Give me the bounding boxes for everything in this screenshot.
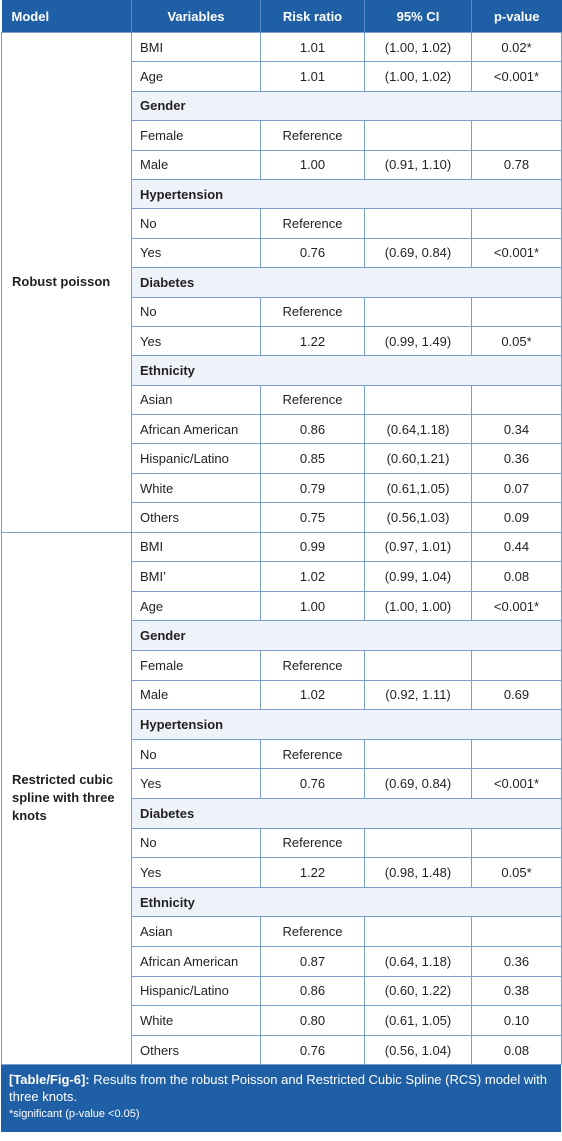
ci-cell <box>365 739 472 769</box>
ci-cell: (0.60, 1.22) <box>365 976 472 1006</box>
ci-cell: (0.98, 1.48) <box>365 858 472 888</box>
group-fill-cell <box>365 710 472 740</box>
group-fill-cell <box>261 621 365 651</box>
group-fill-cell <box>365 91 472 120</box>
variable-cell: No <box>132 828 261 858</box>
group-fill-cell <box>261 91 365 120</box>
risk-ratio-cell: 0.79 <box>261 473 365 502</box>
risk-ratio-cell: 0.85 <box>261 444 365 473</box>
variable-cell: Asian <box>132 385 261 414</box>
p-value-cell: 0.05* <box>472 858 562 888</box>
group-label: Ethnicity <box>132 356 261 385</box>
risk-ratio-cell: 1.22 <box>261 858 365 888</box>
variable-cell: Others <box>132 503 261 532</box>
group-label: Gender <box>132 621 261 651</box>
p-value-cell: 0.38 <box>472 976 562 1006</box>
group-label: Hypertension <box>132 710 261 740</box>
caption-text: Results from the robust Poisson and Restricted Cubic Spline (RCS) model with three knots. <box>9 1072 547 1105</box>
variable-cell: White <box>132 1006 261 1036</box>
p-value-cell <box>472 828 562 858</box>
p-value-cell: 0.10 <box>472 1006 562 1036</box>
ci-cell: (1.00, 1.02) <box>365 62 472 91</box>
risk-ratio-cell: 0.76 <box>261 1035 365 1065</box>
p-value-cell <box>472 297 562 326</box>
p-value-cell: 0.09 <box>472 503 562 532</box>
p-value-cell: 0.34 <box>472 415 562 444</box>
risk-ratio-cell: Reference <box>261 739 365 769</box>
risk-ratio-cell: 0.87 <box>261 946 365 976</box>
p-value-cell <box>472 917 562 947</box>
group-fill-cell <box>365 268 472 297</box>
risk-ratio-cell: 1.01 <box>261 62 365 91</box>
risk-ratio-cell: 0.80 <box>261 1006 365 1036</box>
group-fill-cell <box>472 91 562 120</box>
p-value-cell: 0.36 <box>472 444 562 473</box>
p-value-cell: 0.07 <box>472 473 562 502</box>
risk-ratio-cell: 1.02 <box>261 680 365 710</box>
group-fill-cell <box>261 710 365 740</box>
group-fill-cell <box>261 268 365 297</box>
group-fill-cell <box>261 887 365 917</box>
p-value-cell: <0.001* <box>472 769 562 799</box>
p-value-cell: 0.69 <box>472 680 562 710</box>
header-variables: Variables <box>132 0 261 33</box>
risk-ratio-cell: Reference <box>261 651 365 681</box>
ci-cell: (0.99, 1.49) <box>365 326 472 355</box>
ci-cell <box>365 917 472 947</box>
ci-cell: (0.69, 0.84) <box>365 769 472 799</box>
model-cell: Restricted cubic spline with three knots <box>2 532 132 1065</box>
variable-cell: BMI <box>132 532 261 562</box>
ci-cell: (0.60,1.21) <box>365 444 472 473</box>
ci-cell: (0.61,1.05) <box>365 473 472 502</box>
risk-ratio-cell: 1.22 <box>261 326 365 355</box>
results-table <box>1 0 562 1065</box>
variable-cell: No <box>132 297 261 326</box>
group-label: Diabetes <box>132 798 261 828</box>
variable-cell: Yes <box>132 769 261 799</box>
ci-cell: (0.64,1.18) <box>365 415 472 444</box>
variable-cell: BMI’ <box>132 562 261 592</box>
p-value-cell <box>472 739 562 769</box>
p-value-cell: <0.001* <box>472 591 562 621</box>
ci-cell: (0.92, 1.11) <box>365 680 472 710</box>
ci-cell <box>365 385 472 414</box>
ci-cell <box>365 828 472 858</box>
risk-ratio-cell: Reference <box>261 121 365 150</box>
risk-ratio-cell: 0.76 <box>261 769 365 799</box>
variable-cell: African American <box>132 415 261 444</box>
variable-cell: BMI <box>132 33 261 62</box>
ci-cell <box>365 651 472 681</box>
p-value-cell: 0.05* <box>472 326 562 355</box>
group-fill-cell <box>472 356 562 385</box>
header-p-value: p-value <box>472 0 562 33</box>
variable-cell: Asian <box>132 917 261 947</box>
group-fill-cell <box>365 887 472 917</box>
p-value-cell: 0.08 <box>472 1035 562 1065</box>
header-risk-ratio: Risk ratio <box>261 0 365 33</box>
risk-ratio-cell: Reference <box>261 385 365 414</box>
p-value-cell <box>472 209 562 238</box>
variable-cell: Hispanic/Latino <box>132 444 261 473</box>
variable-cell: No <box>132 209 261 238</box>
group-fill-cell <box>261 356 365 385</box>
ci-cell <box>365 297 472 326</box>
variable-cell: African American <box>132 946 261 976</box>
risk-ratio-cell: Reference <box>261 828 365 858</box>
variable-cell: Male <box>132 680 261 710</box>
group-fill-cell <box>261 798 365 828</box>
variable-cell: Yes <box>132 858 261 888</box>
group-label: Ethnicity <box>132 887 261 917</box>
risk-ratio-cell: 0.86 <box>261 976 365 1006</box>
table-caption <box>1 1065 561 1132</box>
variable-cell: Age <box>132 591 261 621</box>
risk-ratio-cell: 0.75 <box>261 503 365 532</box>
p-value-cell <box>472 121 562 150</box>
header-model: Model <box>2 0 132 33</box>
variable-cell: Yes <box>132 326 261 355</box>
risk-ratio-cell: 1.01 <box>261 33 365 62</box>
risk-ratio-cell: 0.86 <box>261 415 365 444</box>
ci-cell: (1.00, 1.00) <box>365 591 472 621</box>
ci-cell: (0.91, 1.10) <box>365 150 472 179</box>
variable-cell: Male <box>132 150 261 179</box>
group-fill-cell <box>472 268 562 297</box>
ci-cell <box>365 209 472 238</box>
group-fill-cell <box>365 621 472 651</box>
table-body <box>2 33 562 1065</box>
p-value-cell: 0.02* <box>472 33 562 62</box>
group-fill-cell <box>365 798 472 828</box>
group-fill-cell <box>472 887 562 917</box>
table-row <box>2 33 562 62</box>
risk-ratio-cell: 1.00 <box>261 591 365 621</box>
variable-cell: Age <box>132 62 261 91</box>
group-fill-cell <box>261 179 365 208</box>
risk-ratio-cell: 1.02 <box>261 562 365 592</box>
group-label: Diabetes <box>132 268 261 297</box>
p-value-cell: <0.001* <box>472 238 562 267</box>
ci-cell: (1.00, 1.02) <box>365 33 472 62</box>
ci-cell: (0.99, 1.04) <box>365 562 472 592</box>
variable-cell: White <box>132 473 261 502</box>
risk-ratio-cell: Reference <box>261 209 365 238</box>
ci-cell: (0.97, 1.01) <box>365 532 472 562</box>
table-header-row <box>2 0 562 33</box>
p-value-cell <box>472 385 562 414</box>
ci-cell: (0.56, 1.04) <box>365 1035 472 1065</box>
variable-cell: Female <box>132 651 261 681</box>
p-value-cell: 0.44 <box>472 532 562 562</box>
ci-cell: (0.56,1.03) <box>365 503 472 532</box>
risk-ratio-cell: Reference <box>261 297 365 326</box>
variable-cell: Hispanic/Latino <box>132 976 261 1006</box>
p-value-cell: 0.08 <box>472 562 562 592</box>
variable-cell: Female <box>132 121 261 150</box>
group-fill-cell <box>472 179 562 208</box>
model-cell: Robust poisson <box>2 33 132 533</box>
group-fill-cell <box>365 356 472 385</box>
p-value-cell: 0.36 <box>472 946 562 976</box>
risk-ratio-cell: 1.00 <box>261 150 365 179</box>
group-fill-cell <box>472 621 562 651</box>
ci-cell <box>365 121 472 150</box>
p-value-cell <box>472 651 562 681</box>
ci-cell: (0.69, 0.84) <box>365 238 472 267</box>
risk-ratio-cell: 0.76 <box>261 238 365 267</box>
ci-cell: (0.64, 1.18) <box>365 946 472 976</box>
variable-cell: Yes <box>132 238 261 267</box>
group-label: Hypertension <box>132 179 261 208</box>
risk-ratio-cell: 0.99 <box>261 532 365 562</box>
caption-text-block <box>9 1071 553 1105</box>
caption-note: *significant (p-value <0.05) <box>9 1108 140 1121</box>
p-value-cell: <0.001* <box>472 62 562 91</box>
group-fill-cell <box>365 179 472 208</box>
header-95-ci: 95% CI <box>365 0 472 33</box>
group-fill-cell <box>472 710 562 740</box>
variable-cell: No <box>132 739 261 769</box>
variable-cell: Others <box>132 1035 261 1065</box>
p-value-cell: 0.78 <box>472 150 562 179</box>
caption-tag: [Table/Fig-6]: <box>9 1072 90 1088</box>
group-fill-cell <box>472 798 562 828</box>
group-label: Gender <box>132 91 261 120</box>
table-row <box>2 532 562 562</box>
risk-ratio-cell: Reference <box>261 917 365 947</box>
ci-cell: (0.61, 1.05) <box>365 1006 472 1036</box>
